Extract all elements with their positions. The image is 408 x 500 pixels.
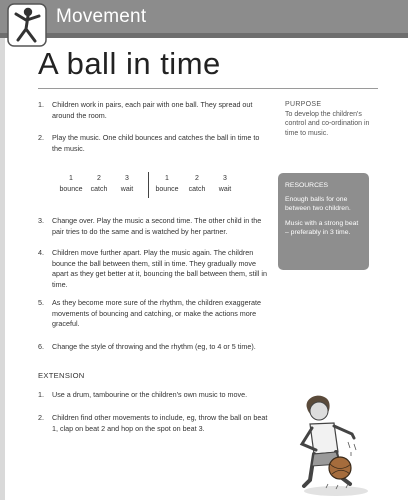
step-number: 3.: [38, 216, 44, 225]
step-text: Children move further apart. Play the music again. The children bounce the ball between them, still in time. They gradually move apart as they get better at it, bouncing the ball between them, still in time.: [52, 248, 267, 289]
boy-bouncing-ball-icon: [274, 390, 384, 498]
rhythm-count: 3: [125, 175, 129, 182]
rhythm-count: 1: [69, 175, 73, 182]
rhythm-word: catch: [90, 186, 108, 193]
resources-item: Enough balls for one between two children.: [285, 196, 351, 213]
step-number: 2.: [38, 133, 44, 142]
rhythm-count: 3: [223, 175, 227, 182]
rhythm-count: 2: [195, 175, 199, 182]
step-number: 5.: [38, 298, 44, 307]
extension-text: Children find other movements to include, eg, throw the ball on beat 1, clap on beat 2 and hop on the spot on beat 3.: [52, 413, 268, 433]
section-title: Movement: [56, 6, 147, 27]
step-text: As they become more sure of the rhythm, the children exaggerate movements of bouncing and catching, or make the actions more graceful.: [52, 298, 261, 328]
rhythm-table: [56, 175, 256, 199]
rhythm-word: wait: [120, 186, 134, 193]
extension-number: 2.: [38, 413, 44, 422]
header-stripe: [0, 33, 408, 38]
step-number: 4.: [38, 248, 44, 257]
resources-heading: RESOURCES: [285, 182, 329, 189]
extension-heading: EXTENSION: [38, 371, 85, 380]
rhythm-count: 2: [97, 175, 101, 182]
step-number: 6.: [38, 342, 44, 351]
step-text: Change the style of throwing and the rhythm (eg, to 4 or 5 time).: [52, 342, 256, 351]
step-text: Children work in pairs, each pair with one ball. They spread out around the room.: [52, 100, 253, 120]
page-title: A ball in time: [38, 46, 221, 81]
header-band: [0, 0, 408, 38]
rhythm-word: bounce: [59, 186, 83, 193]
dancing-figure-icon: [6, 2, 48, 48]
extension-number: 1.: [38, 390, 44, 399]
extension-text: Use a drum, tambourine or the children's own music to move.: [52, 390, 248, 399]
rhythm-word: wait: [218, 186, 232, 193]
rhythm-word: catch: [188, 186, 206, 193]
step-number: 1.: [38, 100, 44, 109]
resources-item: Music with a strong beat – preferably in 3 time.: [285, 219, 359, 236]
title-divider: [38, 88, 378, 89]
step-text: Change over. Play the music a second time. The other child in the pair tries to do the same and is watched by her partner.: [52, 216, 262, 236]
rhythm-divider: [148, 172, 149, 198]
step-text: Play the music. One child bounces and catches the ball in time to the music.: [52, 133, 260, 153]
resources-box: [278, 173, 369, 270]
page-edge: [0, 38, 5, 500]
purpose-heading: PURPOSE: [285, 101, 322, 108]
sidebar-purpose: [285, 100, 375, 138]
rhythm-word: bounce: [155, 186, 179, 193]
rhythm-count: 1: [165, 175, 169, 182]
purpose-text: To develop the children's control and co-ordination in time to music.: [285, 110, 370, 137]
